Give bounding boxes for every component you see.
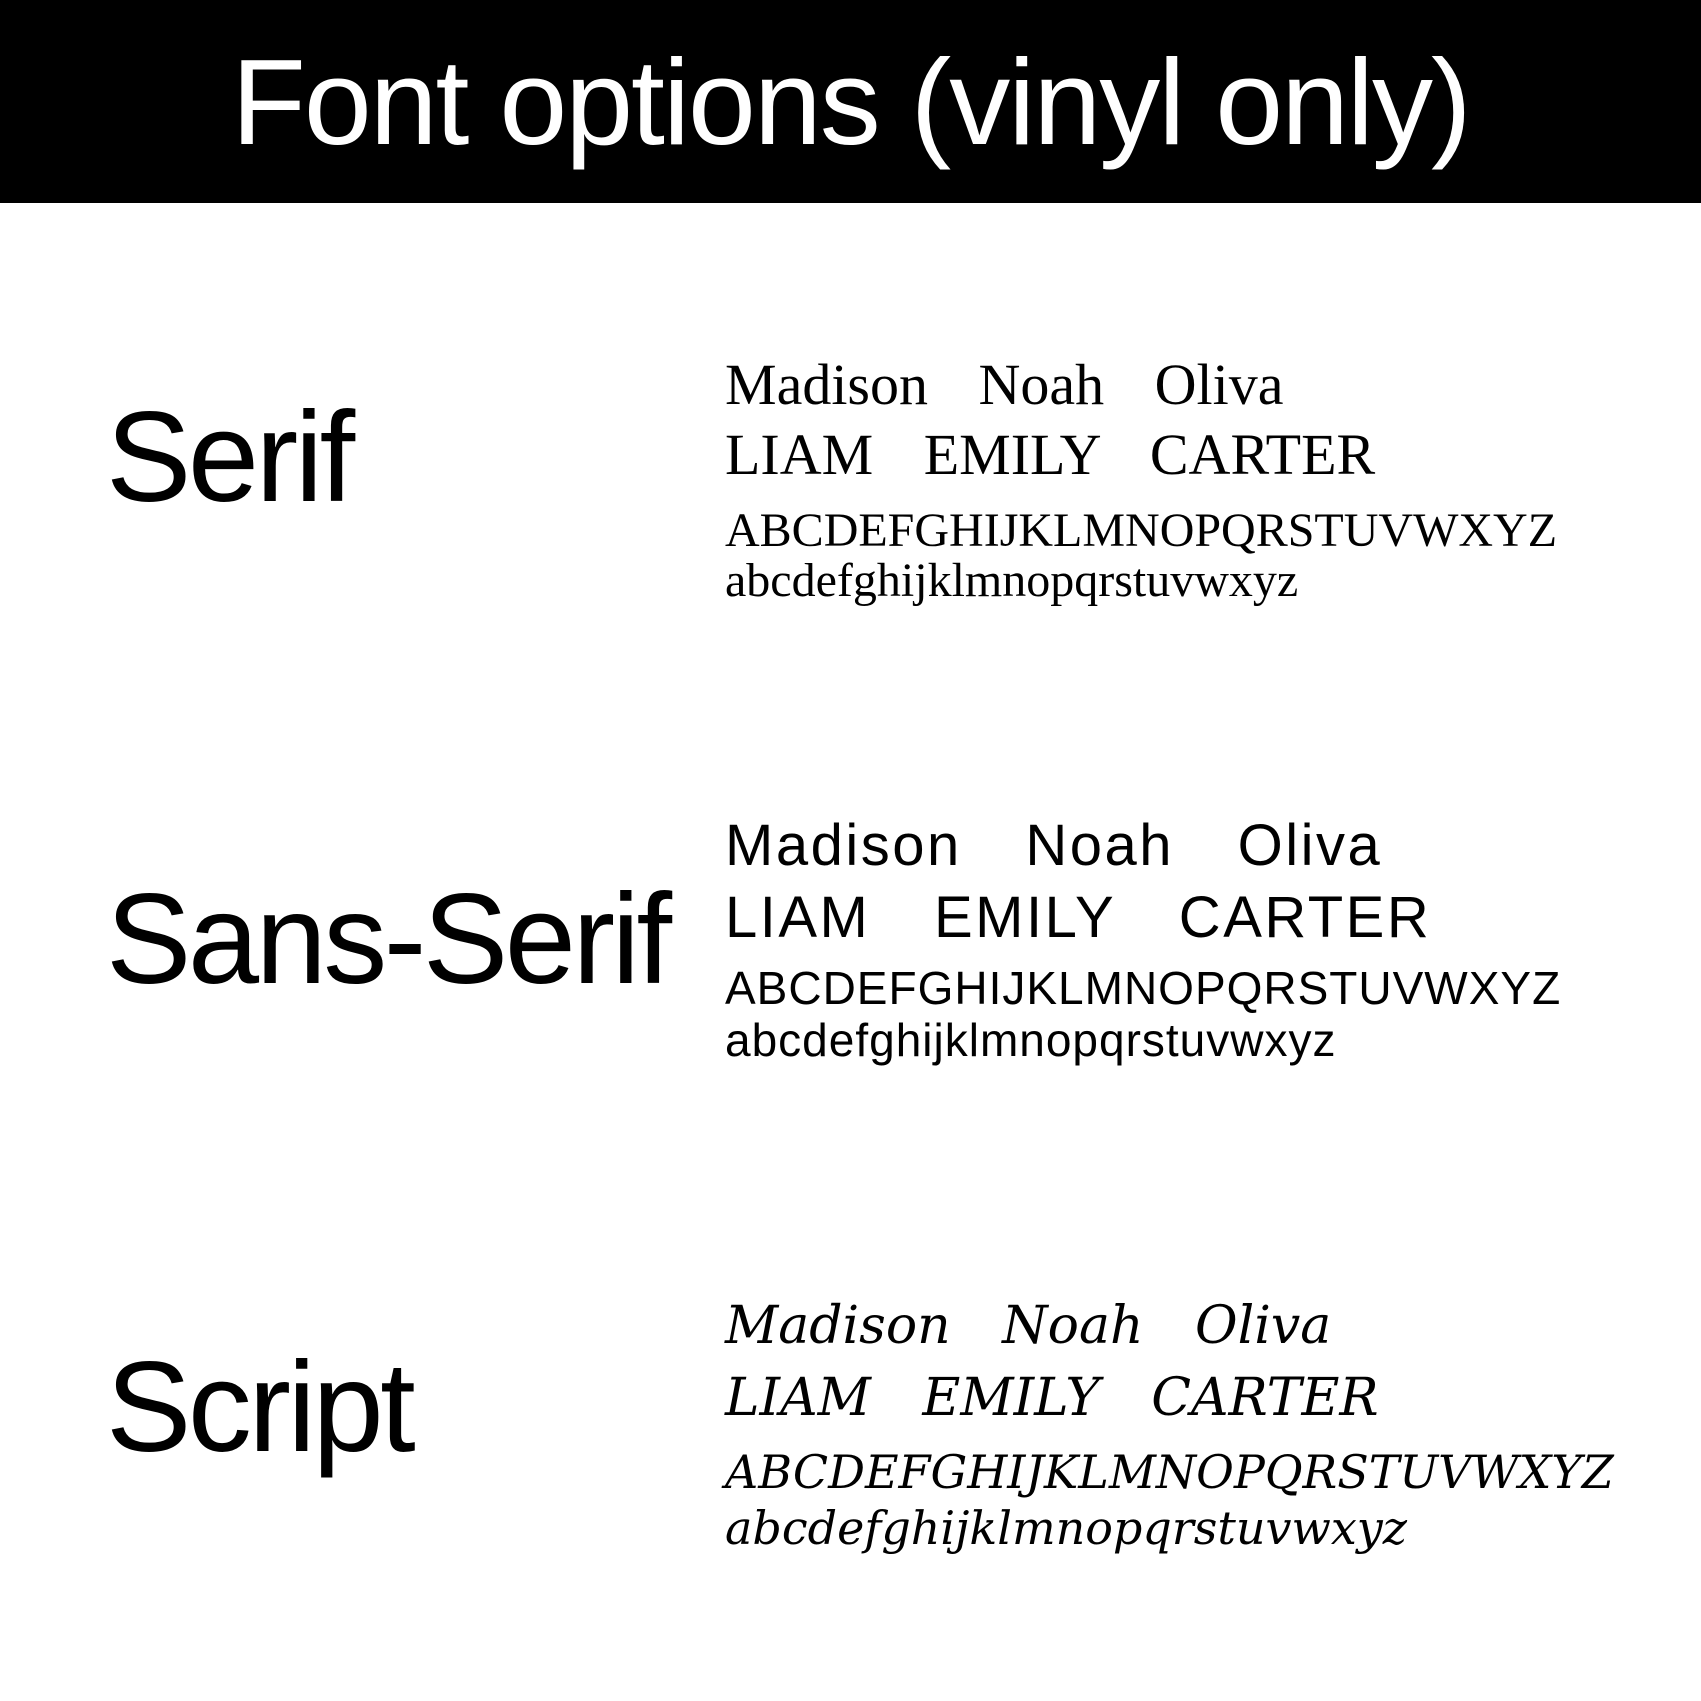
sample-block-script: [725, 1290, 1614, 1556]
section-label-serif: Serif: [106, 386, 352, 529]
serif-alphabet-uppercase: ABCDEFGHIJKLMNOPQRSTUVWXYZ: [725, 504, 1558, 557]
script-sample-names-line1: Madison Noah Oliva: [725, 1296, 1332, 1356]
sans-serif-alphabet-group: [725, 962, 1561, 1066]
header-banner: [0, 0, 1701, 203]
script-alphabet-uppercase: ABCDEFGHIJKLMNOPQRSTUVWXYZ: [725, 1445, 1614, 1499]
sample-block-sans-serif: [725, 810, 1561, 1066]
serif-sample-names-line2: LIAM EMILY CARTER: [725, 422, 1376, 487]
section-label-sans-serif: Sans-Serif: [106, 868, 669, 1011]
sample-block-serif: [725, 350, 1557, 606]
script-alphabet-group: [725, 1444, 1614, 1556]
section-label-script: Script: [106, 1336, 413, 1479]
serif-alphabet-group: [725, 506, 1557, 606]
serif-alphabet-lowercase: abcdefghijklmnopqrstuvwxyz: [725, 554, 1299, 607]
script-sample-names-line2: LIAM EMILY CARTER: [725, 1368, 1379, 1428]
serif-sample-names-line1: Madison Noah Oliva: [725, 352, 1284, 417]
script-alphabet-lowercase: abcdefghijklmnopqrstuvwxyz: [725, 1501, 1408, 1555]
sans-serif-alphabet-lowercase: abcdefghijklmnopqrstuvwxyz: [725, 1014, 1337, 1066]
sans-serif-sample-names-line2: LIAM EMILY CARTER: [725, 885, 1432, 950]
sans-serif-sample-names-line1: Madison Noah Oliva: [725, 813, 1383, 878]
sans-serif-alphabet-uppercase: ABCDEFGHIJKLMNOPQRSTUVWXYZ: [725, 962, 1562, 1014]
page-title: Font options (vinyl only): [231, 33, 1470, 170]
